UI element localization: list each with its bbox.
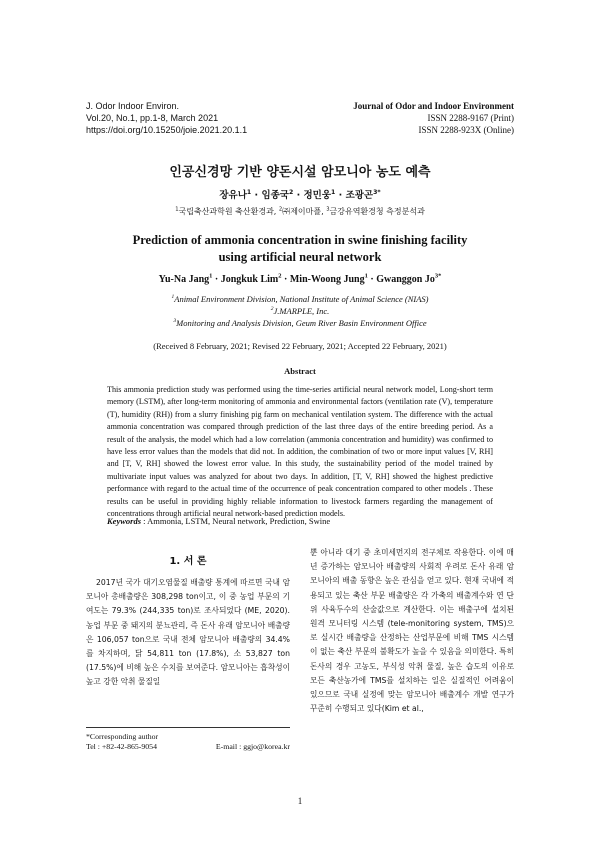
english-affiliations — [0, 293, 600, 329]
volume-issue: Vol.20, No.1, pp.1-8, March 2021 — [86, 113, 219, 123]
journal-header-left — [86, 100, 247, 136]
body-column-right: 뿐 아니라 대기 중 초미세먼지의 전구체로 작용한다. 이에 매년 증가하는 암모니아 배출량의 사회적 우려로 돈사 유래 암모니아의 배출 동향은 높은 관심을 얻고 있다. 현재 국내에 적용되고 있는 축산 부문 배출량은 각 가축의 배출계수와 연 단위 사육두수의 산술값으로 계산한다. 이는 배출구에 설치된 원격 모니터링 시스템 (tele-monitoring system, TMS)으로 실시간 배출량을 산정하는 산업부문에 비해 TMS 시스템이 없는 축산 부문의 불확도가 높을 수 있음을 의미한다. 특히 돈사의 경우 고농도, 부식성 악취 물질, 높은 습도의 이유로 모든 축산농가에 TMS를 설치하는 일은 실질적인 어려움이 있으므로 국내 실정에 맞는 암모니아 배출계수 개발 연구가 꾸준히 수행되고 있다(Kim et al., — [310, 548, 514, 714]
affiliation-text: Monitoring and Analysis Division, Geum River Basin Environment Office — [176, 318, 427, 328]
affiliation-text: 국립축산과학원 축산환경과, — [178, 207, 279, 216]
page-number: 1 — [297, 796, 303, 806]
abstract-heading: Abstract — [284, 366, 316, 376]
affiliation-mark: 1 — [175, 206, 179, 213]
affiliation-line — [0, 317, 600, 329]
email[interactable]: E-mail : ggjo@korea.kr — [215, 742, 290, 751]
author-affiliation-mark: 2 — [288, 188, 294, 196]
author-name: Gwanggon Jo — [376, 274, 435, 285]
telephone: Tel : +82-42-865-9054 — [86, 742, 157, 751]
author-name: 정민웅 — [303, 190, 332, 201]
journal-name: Journal of Odor and Indoor Environment — [353, 101, 514, 111]
affiliation-line — [0, 293, 600, 305]
issn-online: ISSN 2288-923X (Online) — [418, 125, 514, 135]
english-title-line-1: Prediction of ammonia concentration in swine finishing facility — [132, 233, 468, 247]
body-column-left: 2017년 국가 대기오염물질 배출량 통계에 따르면 국내 암모니아 총배출량은 308,298 ton이고, 이 중 농업 부문의 기여도는 79.3% (244,335 ton)로 조사되었다 (ME, 2020). 농업 부문 중 돼지의 분뇨관리, 즉 돈사 유래 암모니아 배출량은 106,057 ton으로 국내 전체 암모니아 배출량의 34.4%를 차지하며, 닭 54,811 ton (17.8%), 소 53,827 ton (17.5%)에 비해 높은 수치를 보여준다. 암모니아는 흡착성이 높고 강한 악취 물질일 — [86, 578, 290, 687]
affiliation-text: J.MARPLE, Inc. — [273, 306, 330, 316]
korean-authors: 장유나$^1$ · 임종국$^2$ · 정민웅$^1$ · 조광곤$^{3*}$ — [219, 188, 381, 201]
affiliation-line — [0, 305, 600, 317]
affiliation-text: ㈜제이마플, — [282, 207, 327, 216]
author-affiliation-mark: 1 — [364, 272, 368, 280]
affiliation-mark: 3 — [173, 318, 177, 325]
corresponding-author-footnote — [86, 732, 290, 752]
corresponding-author-label: *Corresponding author — [86, 732, 159, 741]
author-name: 장유나 — [219, 190, 247, 201]
keywords-list: : Ammonia, LSTM, Neural network, Prediction, Swine — [141, 516, 331, 526]
affiliation-mark: 2 — [270, 306, 274, 313]
author-name: Min-Woong Jung — [289, 274, 365, 285]
keywords — [107, 516, 330, 526]
affiliation-mark: 3 — [326, 206, 330, 213]
korean-affiliations — [0, 206, 600, 217]
section-heading-introduction: 1. 서 론 — [169, 556, 207, 567]
affiliation-text: Animal Environment Division, National Institute of Animal Science (NIAS) — [174, 294, 429, 304]
footnote-divider — [86, 727, 290, 728]
author-affiliation-mark: 1 — [246, 188, 252, 196]
author-affiliation-mark: 1 — [331, 188, 336, 196]
journal-header-right — [353, 100, 514, 136]
author-name: 조광곤 — [345, 190, 374, 201]
author-affiliation-mark: 2 — [278, 272, 282, 280]
english-title — [0, 232, 600, 266]
contact-row — [86, 742, 290, 752]
author-name: 임종국 — [261, 190, 289, 201]
affiliation-mark: 2 — [278, 206, 283, 213]
author-name: Jongkuk Lim — [220, 274, 279, 285]
author-affiliation-mark: 3* — [434, 272, 442, 280]
received-dates: (Received 8 February, 2021; Revised 22 February, 2021; Accepted 22 February, 2021) — [153, 341, 447, 351]
issn-print: ISSN 2288-9167 (Print) — [427, 113, 514, 123]
english-title-line-2: using artificial neural network — [218, 250, 382, 264]
author-affiliation-mark: 1 — [209, 272, 213, 280]
affiliation-text: 금강유역환경청 측정분석과 — [329, 207, 425, 216]
doi-link[interactable]: https://doi.org/10.15250/joie.2021.20.1.1 — [86, 125, 248, 135]
abstract-text: This ammonia prediction study was performed using the time-series artificial neural network model, Long-short term memory (LSTM), after long-term monitoring of ammonia and environmental factors (ventilation rate (V), temperature (T), humidity (RH)) from a slurry finishing pig farm on mechanical ventilation system. The difference with the actual ammonia concentration was compared through prediction of the last three days of the entire breeding period. As a result of the analysis, the model which had a low correlation (ammonia concentration and humidity) was confirmed to have less error values than the models that did not. In addition, the combination of two or more input values [V, RH] and [T, V, RH] showed the lowest error value. In this study, the sustainability period of the model trained by multivariate input values was analyzed for about two days. In addition, [T, V, RH] showed the highest predictive performance with regard to the actual time of the occurrence of peak concentration compared to other models . These results can be useful in providing highly reliable information to livestock farmers regarding the management of concentrations through artificial neural network-based prediction models. — [107, 385, 493, 519]
journal-abbreviation: J. Odor Indoor Environ. — [86, 101, 180, 111]
affiliation-mark: 1 — [171, 294, 175, 301]
korean-title: 인공신경망 기반 양돈시설 암모니아 농도 예측 — [169, 165, 431, 180]
keywords-label: Keywords — [107, 516, 141, 526]
author-affiliation-mark: 3* — [373, 188, 381, 196]
author-name: Yu-Na Jang — [158, 274, 210, 285]
english-authors: Yu-Na Jang$^1$ · Jongkuk Lim$^2$ · Min-Woong Jung$^1$ · Gwanggon $Jo^{3*}$ — [158, 272, 442, 285]
